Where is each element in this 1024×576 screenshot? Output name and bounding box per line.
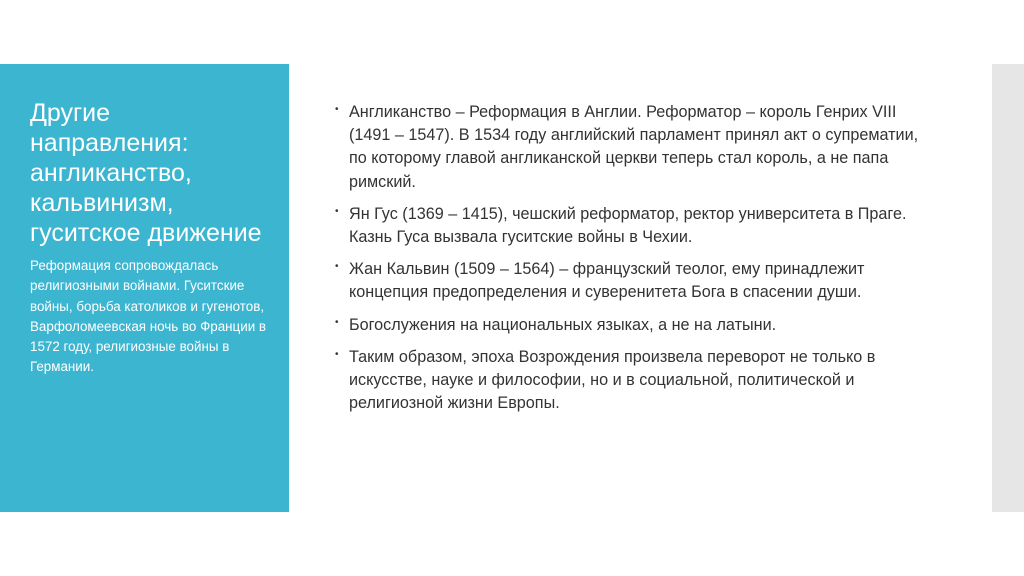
bullet-icon: • [335, 205, 339, 217]
slide-subtitle: Реформация сопровождалась религиозными войнами. Гуситские войны, борьба католиков и гугенотов, Варфоломеевская ночь во Франции в 1572 году, религиозные войны в Германии. [30, 258, 267, 375]
list-item [335, 101, 925, 194]
bullet-text: Жан Кальвин (1509 – 1564) – французский теолог, ему принадлежит концепция предопределения и суверенитета Бога в спасении души. [349, 260, 865, 302]
bullet-text: Таким образом, эпоха Возрождения произвела переворот не только в искусстве, науке и философии, но и в социальной, политической и религиозной жизни Европы. [349, 347, 876, 413]
slide-title: Другие направления: англиканство, кальвинизм, гуситское движение [30, 99, 262, 247]
bullet-icon: • [335, 104, 339, 115]
bullet-icon: • [335, 348, 339, 360]
bullet-text: Англиканство – Реформация в Англии. Реформатор – король Генрих VIII (1491 – 1547). В 1534 году английский парламент принял акт о супрематии, по которому главой англиканской церкви теперь стал король, а не папа римский. [349, 103, 919, 191]
bullet-text: Богослужения на национальных языках, а не на латыни. [349, 315, 777, 334]
bullet-list [335, 101, 925, 415]
list-item [335, 314, 925, 337]
bullet-icon: • [335, 316, 339, 328]
list-item [335, 346, 925, 416]
bullet-icon: • [335, 261, 339, 273]
bullet-text: Ян Гус (1369 – 1415), чешский реформатор, ректор университета в Праге. Казнь Гуса вызвала гуситские войны в Чехии. [349, 204, 907, 247]
list-item [335, 258, 925, 304]
content-area [335, 101, 925, 424]
title-panel [0, 64, 289, 512]
decorative-strip [992, 64, 1024, 512]
list-item [335, 203, 925, 249]
